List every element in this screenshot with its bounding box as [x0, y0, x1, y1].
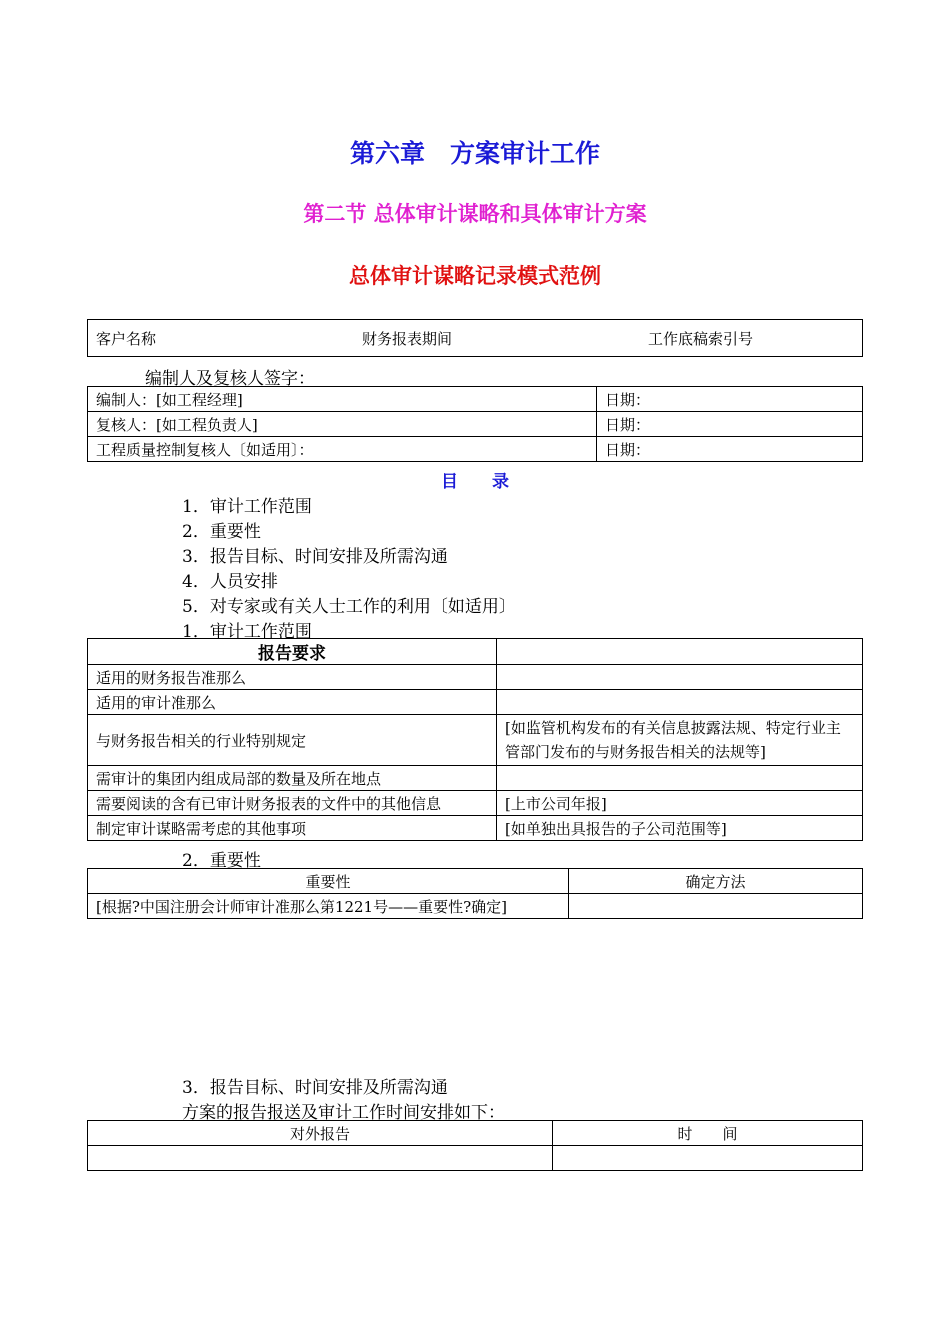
table-row — [88, 639, 863, 665]
table-cell: 制定审计谋略需考虑的其他事项 — [88, 816, 497, 841]
table-cell — [497, 766, 863, 791]
table-cell: 需审计的集团内组成局部的数量及所在地点 — [88, 766, 497, 791]
scope-heading: 1．审计工作范围 — [182, 622, 312, 642]
table-row — [88, 665, 863, 690]
table-cell — [569, 894, 863, 919]
reviewer-cell: 复核人：[如工程负责人] — [88, 412, 597, 437]
method-header: 确定方法 — [569, 869, 863, 894]
reporting-intro: 方案的报告报送及审计工作时间安排如下： — [182, 1103, 505, 1123]
toc-item: 4．人员安排 — [182, 572, 278, 592]
table-cell: 适用的审计准那么 — [88, 690, 497, 715]
document-subtitle: 总体审计谋略记录模式范例 — [349, 264, 601, 288]
table-cell: 需要阅读的含有已审计财务报表的文件中的其他信息 — [88, 791, 497, 816]
table-cell: [根据?中国注册会计师审计准那么第1221号——重要性?确定] — [88, 894, 569, 919]
table-row — [88, 437, 863, 462]
date-cell: 日期： — [597, 412, 863, 437]
preparer-cell: 编制人：[如工程经理] — [88, 387, 597, 412]
index-no-label: 工作底稿索引号 — [640, 320, 863, 357]
materiality-heading: 2．重要性 — [182, 851, 261, 871]
report-requirements-header: 报告要求 — [88, 639, 497, 665]
table-row — [88, 791, 863, 816]
table-cell — [88, 1146, 553, 1171]
toc-item: 5．对专家或有关人士工作的利用〔如适用〕 — [182, 597, 516, 617]
table-cell: [上市公司年报] — [497, 791, 863, 816]
table-cell: [如单独出具报告的子公司范围等] — [497, 816, 863, 841]
period-label: 财务报表期间 — [354, 320, 640, 357]
table-row — [88, 387, 863, 412]
table-row — [88, 1121, 863, 1146]
reporting-heading: 3．报告目标、时间安排及所需沟通 — [182, 1078, 448, 1098]
section-title: 第二节 总体审计谋略和具体审计方案 — [303, 202, 647, 226]
table-cell — [497, 690, 863, 715]
client-info-table — [87, 319, 863, 357]
table-row — [88, 412, 863, 437]
materiality-header: 重要性 — [88, 869, 569, 894]
external-report-header: 对外报告 — [88, 1121, 553, 1146]
table-row — [88, 766, 863, 791]
signature-table — [87, 386, 863, 462]
materiality-table — [87, 868, 863, 919]
toc-item: 2．重要性 — [182, 522, 261, 542]
table-row — [88, 1146, 863, 1171]
table-cell — [497, 639, 863, 665]
scope-table — [87, 638, 863, 841]
toc-title: 目 录 — [441, 472, 509, 492]
reporting-table — [87, 1120, 863, 1171]
table-cell: 适用的财务报告准那么 — [88, 665, 497, 690]
time-header: 时 间 — [553, 1121, 863, 1146]
client-name-label: 客户名称 — [88, 320, 355, 357]
signature-label: 编制人及复核人签字： — [145, 369, 315, 389]
table-row — [88, 816, 863, 841]
table-row — [88, 715, 863, 766]
date-cell: 日期： — [597, 437, 863, 462]
table-cell — [497, 665, 863, 690]
table-cell: 与财务报告相关的行业特别规定 — [88, 715, 497, 766]
toc-item: 1．审计工作范围 — [182, 497, 312, 517]
table-cell: [如监管机构发布的有关信息披露法规、特定行业主管部门发布的与财务报告相关的法规等] — [497, 715, 863, 766]
table-row — [88, 894, 863, 919]
quality-reviewer-cell: 工程质量控制复核人〔如适用〕： — [88, 437, 597, 462]
toc-item: 3．报告目标、时间安排及所需沟通 — [182, 547, 448, 567]
table-cell — [553, 1146, 863, 1171]
date-cell: 日期： — [597, 387, 863, 412]
table-row — [88, 869, 863, 894]
table-row — [88, 690, 863, 715]
chapter-title: 第六章 方案审计工作 — [349, 139, 600, 168]
